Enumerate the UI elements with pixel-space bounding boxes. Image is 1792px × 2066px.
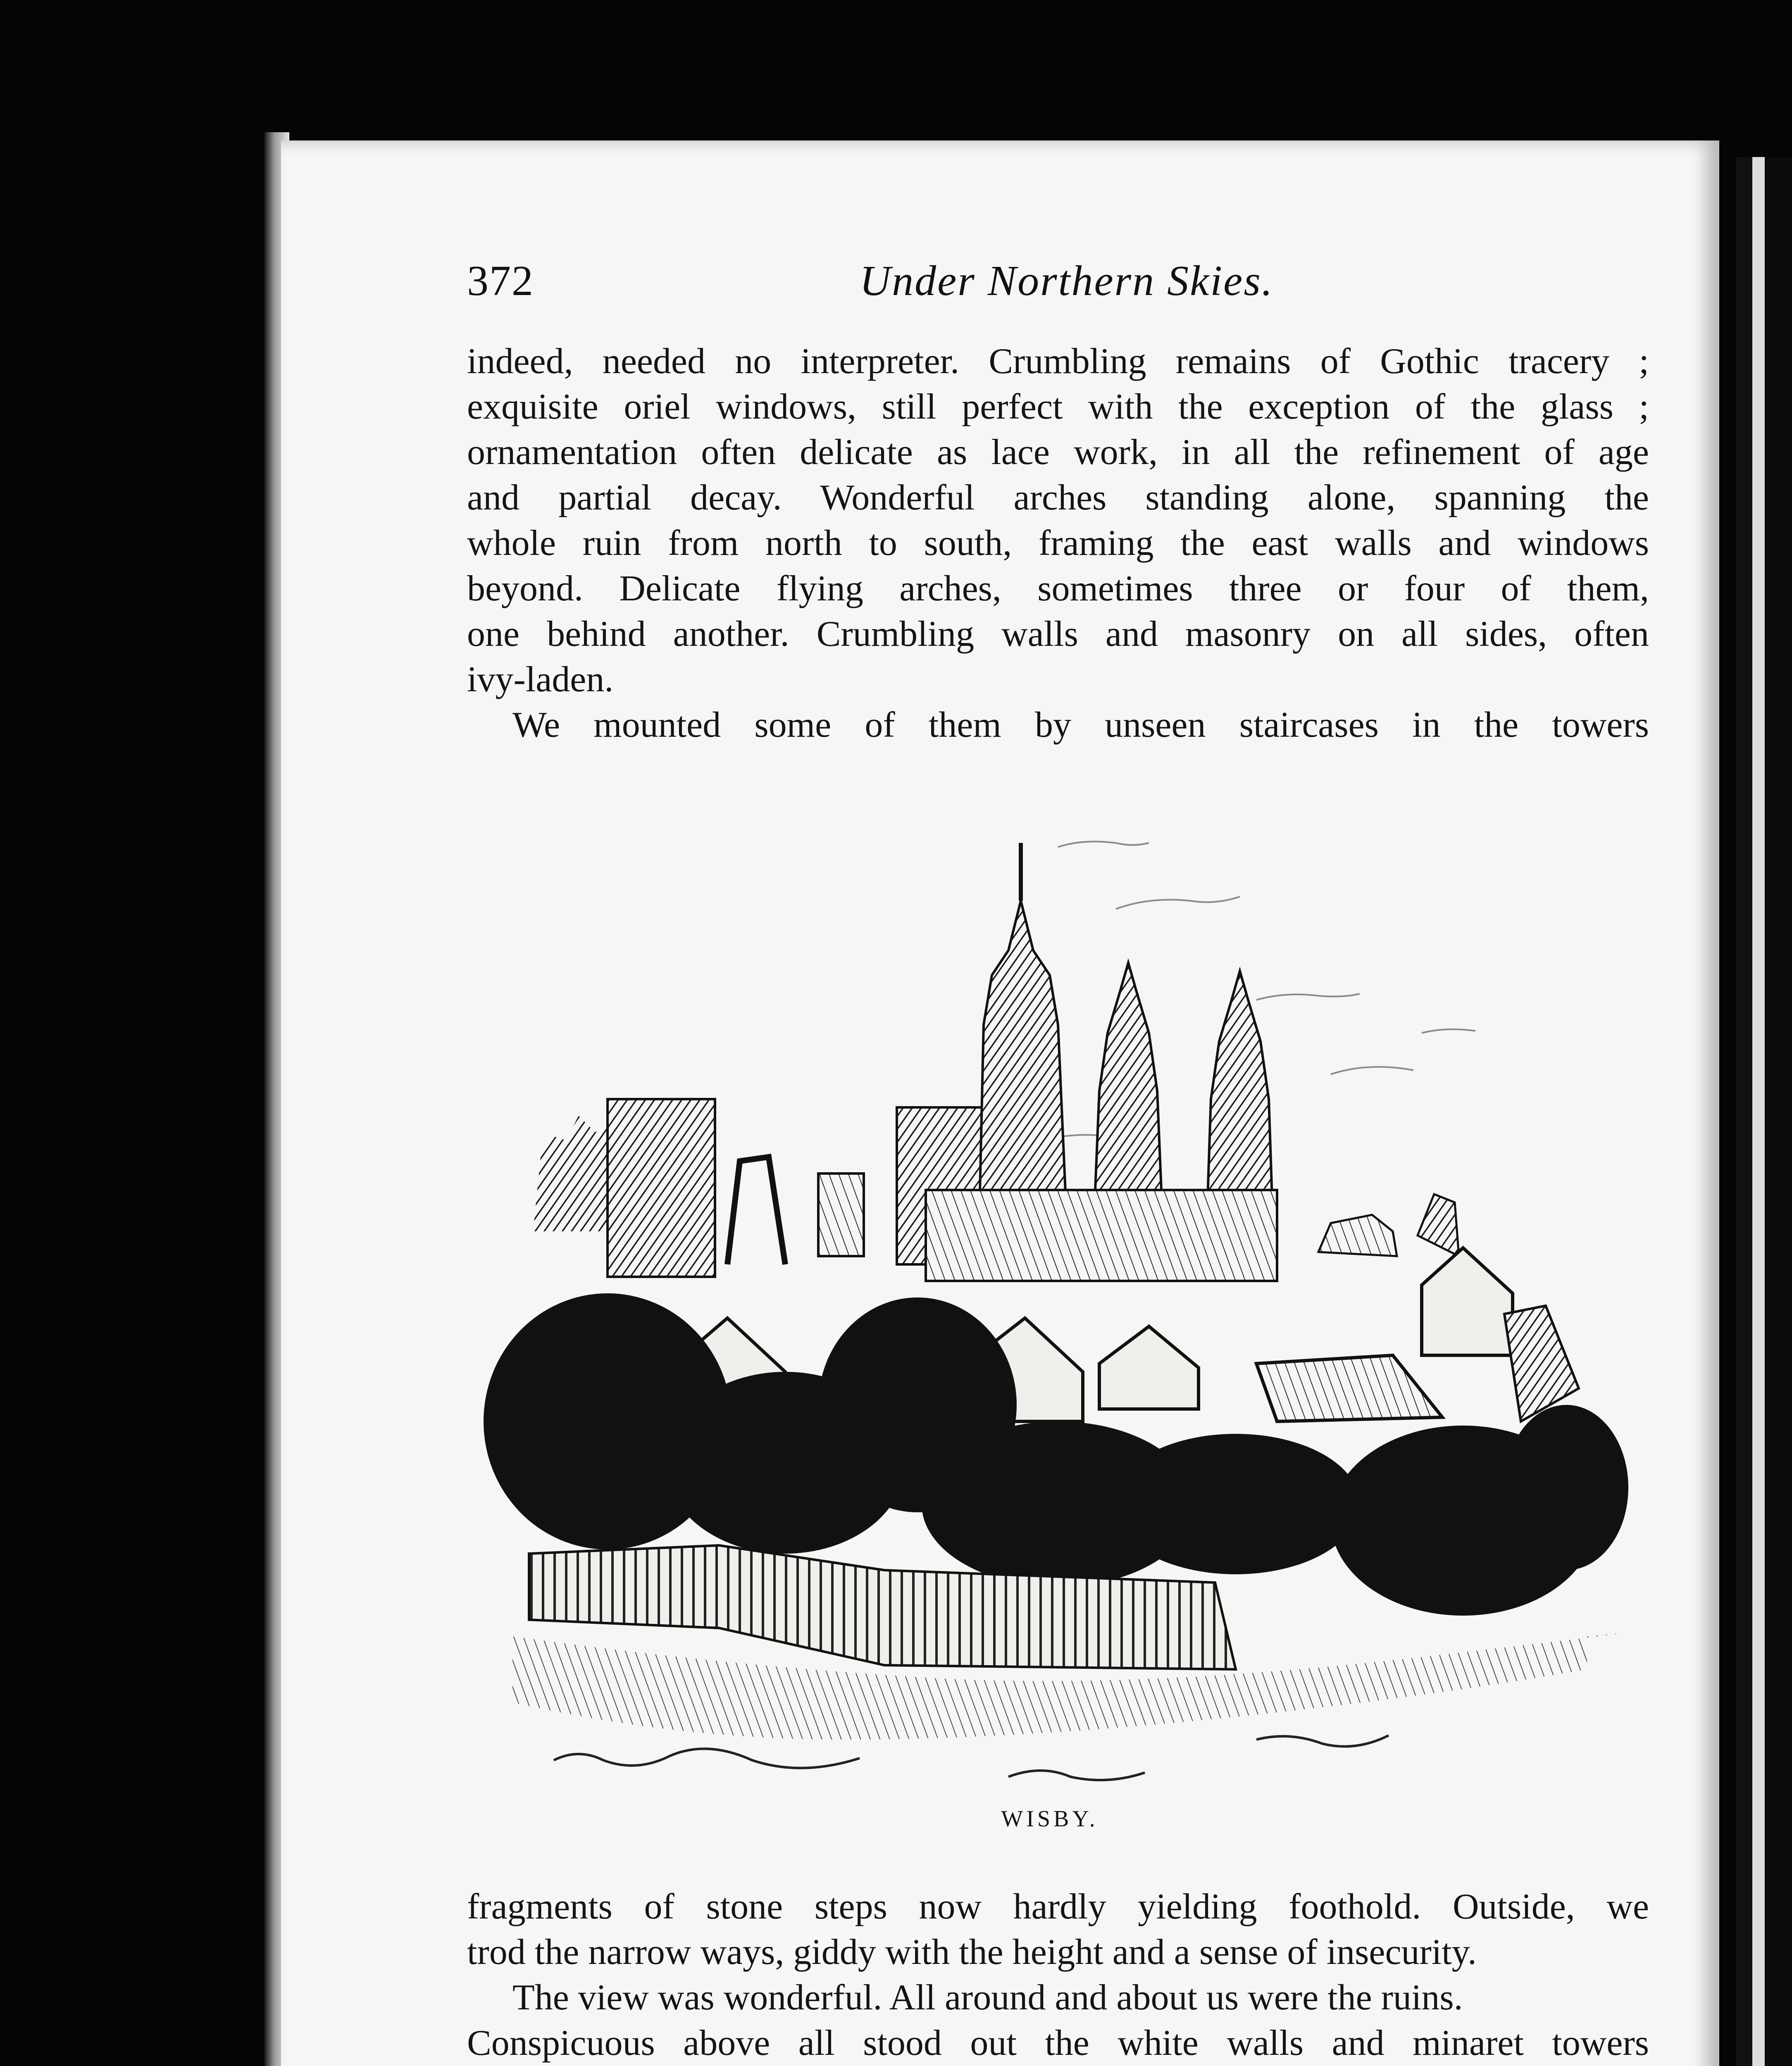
text-line: trod the narrow ways, giddy with the height and a sense of insecurity. [467,1932,1477,1972]
text-line: beyond. Delicate flying arches, sometimes three or four of them, [467,569,1649,609]
text-line: ornamentation often delicate as lace work, in all the refinement of age [467,432,1649,472]
text-after-figure [467,1884,1649,2066]
running-title: Under Northern Skies. [860,257,1274,305]
text-line: exquisite oriel windows, still perfect with the exception of the glass ; [467,387,1649,427]
text-line: We mounted some of them by unseen staircases in the towers [512,705,1649,745]
figure-caption: WISBY. [1001,1806,1099,1832]
text-line: indeed, needed no interpreter. Crumbling remains of Gothic tracery ; [467,341,1649,381]
page-number: 372 [467,257,534,305]
adjacent-page-edge [1736,157,1792,2066]
text-line: fragments of stone steps now hardly yielding foothold. Outside, we [467,1887,1649,1927]
wisby-engraving [471,777,1628,1802]
text-line: ivy-laden. [467,659,614,700]
text-line: one behind another. Crumbling walls and masonry on all sides, often [467,614,1649,654]
text-line: The view was wonderful. All around and about us were the ruins. [512,1978,1463,2018]
text-line: and partial decay. Wonderful arches standing alone, spanning the [467,478,1649,518]
text-before-figure [467,339,1649,748]
text-line: Conspicuous above all stood out the white walls and minaret towers [467,2023,1649,2063]
running-head [467,256,1649,318]
skyline-towers [533,843,1459,1281]
text-line: whole ruin from north to south, framing the east walls and windows [467,523,1649,563]
